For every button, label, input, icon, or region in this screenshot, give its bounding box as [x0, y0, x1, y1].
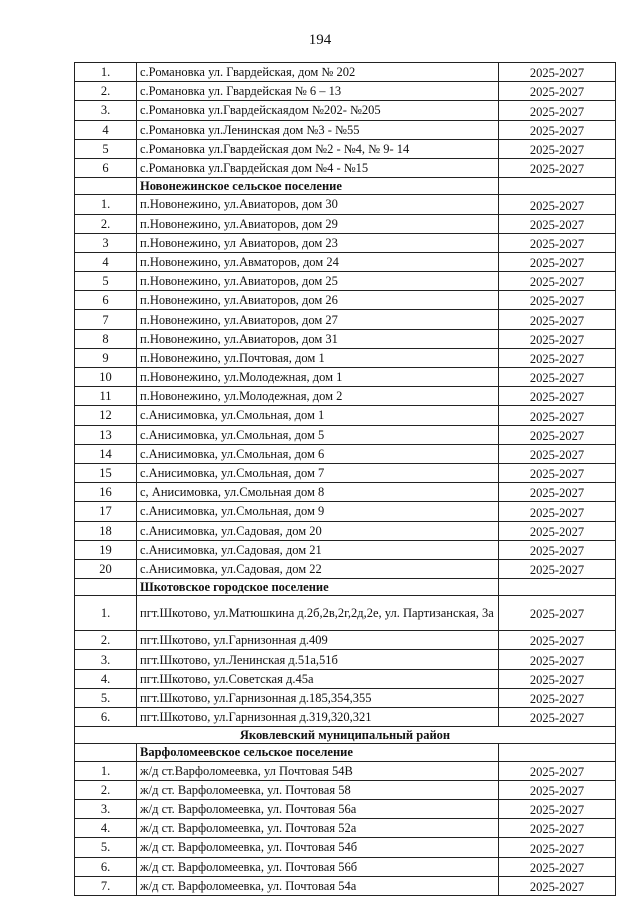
row-number: 2.: [75, 631, 137, 650]
table-row: [75, 214, 616, 233]
row-period: 2025-2027: [499, 650, 616, 669]
table-row: [75, 120, 616, 139]
row-period: 2025-2027: [499, 799, 616, 818]
table-row: [75, 819, 616, 838]
row-address: п.Новонежино, ул.Авиаторов, дом 27: [137, 310, 499, 329]
table-row: [75, 158, 616, 177]
row-address: с.Романовка ул.Гвардейская дом №4 - №15: [137, 158, 499, 177]
row-address: ж/д ст.Варфоломеевка, ул Почтовая 54В: [137, 761, 499, 780]
table-body: [75, 63, 616, 896]
row-period: 2025-2027: [499, 329, 616, 348]
row-number: 5: [75, 139, 137, 158]
table-row: [75, 368, 616, 387]
row-number: 20: [75, 559, 137, 578]
buildings-table: [74, 62, 616, 896]
row-number: 11: [75, 387, 137, 406]
row-period: 2025-2027: [499, 139, 616, 158]
row-address: п.Новонежино, ул.Молодежная, дом 1: [137, 368, 499, 387]
table-row: [75, 669, 616, 688]
row-period: 2025-2027: [499, 780, 616, 799]
page-number: 194: [308, 32, 332, 48]
table-row: [75, 799, 616, 818]
table-row: [75, 291, 616, 310]
table-row: [75, 82, 616, 101]
table-row: [75, 272, 616, 291]
row-address: п.Новонежино, ул.Авиаторов, дом 25: [137, 272, 499, 291]
row-number: 4.: [75, 669, 137, 688]
row-number: 6: [75, 158, 137, 177]
table-row: [75, 650, 616, 669]
row-address: с.Романовка ул.Гвардейскаядом №202- №205: [137, 101, 499, 120]
table-row: [75, 63, 616, 82]
row-number: 12: [75, 406, 137, 425]
row-number: 5.: [75, 688, 137, 707]
row-period: 2025-2027: [499, 521, 616, 540]
row-period: 2025-2027: [499, 559, 616, 578]
row-number: 18: [75, 521, 137, 540]
row-address: с.Анисимовка, ул.Смольная, дом 9: [137, 502, 499, 521]
row-period: 2025-2027: [499, 387, 616, 406]
row-number: 13: [75, 425, 137, 444]
row-period: 2025-2027: [499, 348, 616, 367]
row-address: с.Романовка ул. Гвардейская № 6 – 13: [137, 82, 499, 101]
row-address: ж/д ст. Варфоломеевка, ул. Почтовая 54а: [137, 876, 499, 895]
table-row: [75, 425, 616, 444]
row-number: 10: [75, 368, 137, 387]
row-address: п.Новонежино, ул.Почтовая, дом 1: [137, 348, 499, 367]
row-number: 4: [75, 120, 137, 139]
row-period: 2025-2027: [499, 63, 616, 82]
row-address: пгт.Шкотово, ул.Гарнизонная д.185,354,355: [137, 688, 499, 707]
row-number: 7.: [75, 876, 137, 895]
row-address: с.Анисимовка, ул.Смольная, дом 7: [137, 463, 499, 482]
table-row: [75, 406, 616, 425]
row-period: 2025-2027: [499, 631, 616, 650]
row-period: 2025-2027: [499, 502, 616, 521]
row-number: 2.: [75, 780, 137, 799]
row-period: 2025-2027: [499, 82, 616, 101]
row-period: 2025-2027: [499, 857, 616, 876]
row-number: 2.: [75, 82, 137, 101]
table-row: [75, 596, 616, 631]
row-period: 2025-2027: [499, 252, 616, 271]
row-period: 2025-2027: [499, 708, 616, 727]
row-number: 16: [75, 483, 137, 502]
row-address: пгт.Шкотово, ул.Матюшкина д.2б,2в,2г,2д,2е, ул. Партизанская, 3а: [137, 596, 499, 631]
row-number: 6: [75, 291, 137, 310]
row-address: ж/д ст. Варфоломеевка, ул. Почтовая 54б: [137, 838, 499, 857]
section-header-row: [75, 744, 616, 761]
row-address: с.Романовка ул.Ленинская дом №3 - №55: [137, 120, 499, 139]
table-row: [75, 761, 616, 780]
table-row: [75, 631, 616, 650]
row-number: 7: [75, 310, 137, 329]
row-period: 2025-2027: [499, 101, 616, 120]
row-number: 2.: [75, 214, 137, 233]
row-number: 1.: [75, 63, 137, 82]
table-row: [75, 780, 616, 799]
row-address: ж/д ст. Варфоломеевка, ул. Почтовая 56а: [137, 799, 499, 818]
table-row: [75, 195, 616, 214]
section-header-row: [75, 579, 616, 596]
row-number: 1.: [75, 761, 137, 780]
row-period: 2025-2027: [499, 120, 616, 139]
row-number: 15: [75, 463, 137, 482]
table-row: [75, 444, 616, 463]
table-row: [75, 252, 616, 271]
row-number: 1.: [75, 195, 137, 214]
row-period: 2025-2027: [499, 483, 616, 502]
empty-cell: [499, 579, 616, 596]
row-number: 17: [75, 502, 137, 521]
table-row: [75, 463, 616, 482]
row-number: 3.: [75, 101, 137, 120]
row-period: 2025-2027: [499, 761, 616, 780]
row-period: 2025-2027: [499, 368, 616, 387]
row-address: п.Новонежино, ул.Авиаторов, дом 31: [137, 329, 499, 348]
row-address: с.Анисимовка, ул.Садовая, дом 21: [137, 540, 499, 559]
row-address: пгт.Шкотово, ул.Гарнизонная д.319,320,321: [137, 708, 499, 727]
row-period: 2025-2027: [499, 688, 616, 707]
table-row: [75, 101, 616, 120]
row-number: 5.: [75, 838, 137, 857]
table-row: [75, 310, 616, 329]
row-number: 3.: [75, 650, 137, 669]
row-address: с.Анисимовка, ул.Смольная, дом 1: [137, 406, 499, 425]
row-address: с.Анисимовка, ул.Садовая, дом 20: [137, 521, 499, 540]
table-row: [75, 838, 616, 857]
table-row: [75, 708, 616, 727]
table-row: [75, 502, 616, 521]
row-period: 2025-2027: [499, 214, 616, 233]
row-period: 2025-2027: [499, 463, 616, 482]
row-number: 6.: [75, 857, 137, 876]
row-address: пгт.Шкотово, ул.Советская д.45а: [137, 669, 499, 688]
row-period: 2025-2027: [499, 444, 616, 463]
table-row: [75, 876, 616, 895]
row-period: 2025-2027: [499, 195, 616, 214]
table-row: [75, 559, 616, 578]
row-number: 6.: [75, 708, 137, 727]
row-period: 2025-2027: [499, 425, 616, 444]
empty-cell: [75, 744, 137, 761]
row-period: 2025-2027: [499, 540, 616, 559]
row-period: 2025-2027: [499, 596, 616, 631]
row-period: 2025-2027: [499, 406, 616, 425]
district-header-row: [75, 727, 616, 744]
row-address: ж/д ст. Варфоломеевка, ул. Почтовая 56б: [137, 857, 499, 876]
row-number: 1.: [75, 596, 137, 631]
row-address: ж/д ст. Варфоломеевка, ул. Почтовая 52а: [137, 819, 499, 838]
table-row: [75, 348, 616, 367]
row-address: с, Анисимовка, ул.Смольная дом 8: [137, 483, 499, 502]
table-row: [75, 139, 616, 158]
row-address: п.Новонежино, ул.Молодежная, дом 2: [137, 387, 499, 406]
section-title: Новонежинское сельское поселение: [137, 178, 499, 195]
table-row: [75, 521, 616, 540]
row-number: 4.: [75, 819, 137, 838]
row-number: 8: [75, 329, 137, 348]
row-number: 9: [75, 348, 137, 367]
row-period: 2025-2027: [499, 272, 616, 291]
row-period: 2025-2027: [499, 669, 616, 688]
section-title: Шкотовское городское поселение: [137, 579, 499, 596]
empty-cell: [499, 744, 616, 761]
row-period: 2025-2027: [499, 291, 616, 310]
table-row: [75, 857, 616, 876]
row-period: 2025-2027: [499, 233, 616, 252]
row-address: п.Новонежино, ул.Авиаторов, дом 26: [137, 291, 499, 310]
table-row: [75, 540, 616, 559]
row-address: с.Романовка ул.Гвардейская дом №2 - №4, № 9- 14: [137, 139, 499, 158]
row-period: 2025-2027: [499, 158, 616, 177]
row-address: с.Анисимовка, ул.Смольная, дом 5: [137, 425, 499, 444]
empty-cell: [75, 178, 137, 195]
table-row: [75, 329, 616, 348]
row-address: ж/д ст. Варфоломеевка, ул. Почтовая 58: [137, 780, 499, 799]
row-period: 2025-2027: [499, 876, 616, 895]
row-number: 3.: [75, 799, 137, 818]
row-address: п.Новонежино, ул.Авматоров, дом 24: [137, 252, 499, 271]
empty-cell: [75, 579, 137, 596]
row-address: п.Новонежино, ул.Авиаторов, дом 29: [137, 214, 499, 233]
row-period: 2025-2027: [499, 310, 616, 329]
row-address: с.Романовка ул. Гвардейская, дом № 202: [137, 63, 499, 82]
row-number: 14: [75, 444, 137, 463]
row-address: пгт.Шкотово, ул.Гарнизонная д.409: [137, 631, 499, 650]
table-row: [75, 387, 616, 406]
row-number: 4: [75, 252, 137, 271]
row-address: с.Анисимовка, ул.Садовая, дом 22: [137, 559, 499, 578]
row-address: пгт.Шкотово, ул.Ленинская д.51а,51б: [137, 650, 499, 669]
empty-cell: [499, 178, 616, 195]
table-row: [75, 483, 616, 502]
row-address: п.Новонежино, ул.Авиаторов, дом 30: [137, 195, 499, 214]
table-row: [75, 688, 616, 707]
table-row: [75, 233, 616, 252]
row-number: 3: [75, 233, 137, 252]
row-period: 2025-2027: [499, 819, 616, 838]
section-title: Варфоломеевское сельское поселение: [137, 744, 499, 761]
district-title: Яковлевский муниципальный район: [75, 727, 616, 744]
row-period: 2025-2027: [499, 838, 616, 857]
row-address: с.Анисимовка, ул.Смольная, дом 6: [137, 444, 499, 463]
row-number: 5: [75, 272, 137, 291]
section-header-row: [75, 178, 616, 195]
row-number: 19: [75, 540, 137, 559]
row-address: п.Новонежино, ул Авиаторов, дом 23: [137, 233, 499, 252]
